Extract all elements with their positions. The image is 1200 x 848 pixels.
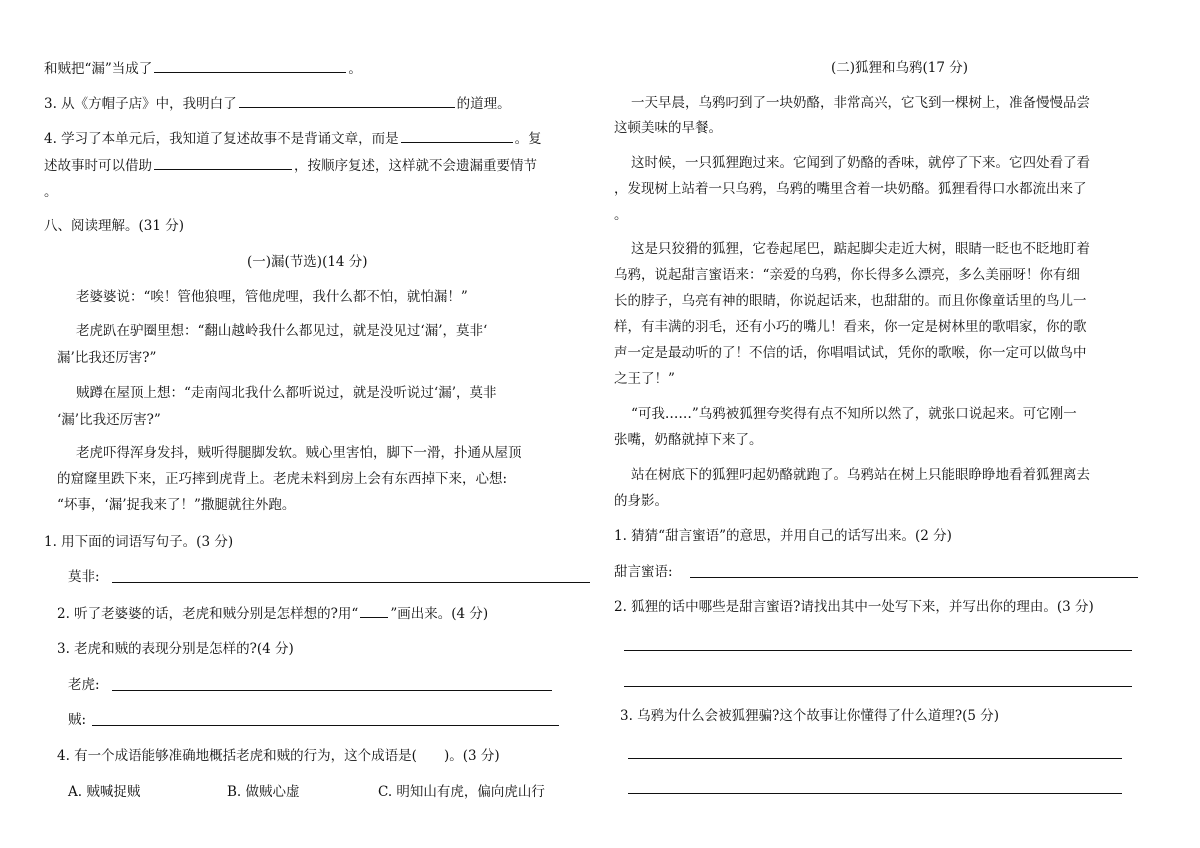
- answer-label: 贼:: [68, 712, 87, 728]
- paragraph: “可我……”乌鸦被狐狸夸奖得有点不知所以然了，就张口说起来。可它刚一: [631, 406, 1077, 422]
- paragraph: 的身影。: [614, 493, 668, 509]
- paragraph: 站在树底下的狐狸叼起奶酪就跑了。乌鸦站在树上只能眼睁睁地看着狐狸离去: [631, 467, 1090, 483]
- answer-label: 老虎:: [68, 677, 100, 693]
- answer-blank[interactable]: [401, 129, 513, 143]
- paragraph: 之王了！”: [614, 371, 675, 387]
- answer-line[interactable]: [690, 577, 1138, 578]
- paragraph: 。: [614, 207, 628, 223]
- answer-line[interactable]: [624, 650, 1132, 651]
- option-b[interactable]: B. 做贼心虚: [227, 784, 300, 800]
- paragraph: 样，有丰满的羽毛，还有小巧的嘴儿！看来，你一定是树林里的歌唱家，你的歌: [614, 319, 1087, 335]
- answer-line[interactable]: [628, 758, 1122, 759]
- option-c[interactable]: C. 明知山有虎，偏向虎山行: [378, 784, 545, 800]
- paragraph: 贼蹲在屋顶上想：“走南闯北我什么都听说过，就是没听说过‘漏’，莫非: [76, 385, 497, 401]
- paragraph: 老虎吓得浑身发抖，贼听得腿脚发软。贼心里害怕，脚下一滑，扑通从屋顶: [76, 445, 522, 461]
- answer-blank[interactable]: [154, 59, 346, 73]
- paragraph: 老虎趴在驴圈里想：“翻山越岭我什么都见过，就是没见过‘漏’，莫非‘: [76, 323, 488, 339]
- text: 。: [348, 61, 362, 77]
- question-heading: 3. 乌鸦为什么会被狐狸骗?这个故事让你懂得了什么道理?(5 分): [620, 708, 1000, 724]
- text: 述故事时可以借助: [44, 158, 152, 174]
- underline-sample: [360, 604, 388, 618]
- question-heading: 2. 狐狸的话中哪些是甜言蜜语?请找出其中一处写下来，并写出你的理由。(3 分): [614, 599, 1094, 615]
- text: 4. 学习了本单元后，我知道了复述故事不是背诵文章，而是: [44, 131, 399, 147]
- question-heading: 4. 有一个成语能够准确地概括老虎和贼的行为，这个成语是( )。(3 分): [57, 748, 500, 764]
- option-a[interactable]: A. 贼喊捉贼: [68, 784, 141, 800]
- answer-line[interactable]: [624, 686, 1132, 687]
- answer-label: 莫非:: [68, 569, 100, 585]
- passage-title: (一)漏(节选)(14 分): [247, 254, 368, 270]
- question-4-line-3: 。: [44, 184, 58, 200]
- paragraph: 乌鸦，说起甜言蜜语来：“亲爱的乌鸦，你长得多么漂亮，多么美丽呀！你有细: [614, 267, 1080, 283]
- answer-line[interactable]: [112, 690, 552, 691]
- answer-blank[interactable]: [239, 94, 455, 108]
- fill-in-line-1: [44, 59, 362, 78]
- paragraph: 老婆婆说：“唉！管他狼哩，管他虎哩，我什么都不怕，就怕漏！”: [76, 289, 468, 305]
- answer-label: 甜言蜜语:: [614, 564, 673, 580]
- question-4-line-2: [44, 156, 537, 175]
- paragraph: 一天早晨，乌鸦叼到了一块奶酪，非常高兴，它飞到一棵树上，准备慢慢品尝: [631, 95, 1090, 111]
- paragraph: ‘漏’比我还厉害?”: [57, 412, 161, 428]
- answer-line[interactable]: [92, 725, 559, 726]
- paragraph: 这时候，一只狐狸跑过来。它闻到了奶酪的香味，就停了下来。它四处看了看: [631, 155, 1090, 171]
- paragraph: 的窟窿里跌下来，正巧摔到虎背上。老虎未料到房上会有东西掉下来，心想:: [57, 471, 508, 487]
- paragraph: “坏事，‘漏’捉我来了！”撒腿就往外跑。: [57, 497, 296, 513]
- paragraph: 这是只狡猾的狐狸，它卷起尾巴，踮起脚尖走近大树，眼睛一眨也不眨地盯着: [631, 241, 1090, 257]
- question-heading: [57, 604, 488, 623]
- paragraph: ，发现树上站着一只乌鸦，乌鸦的嘴里含着一块奶酪。狐狸看得口水都流出来了: [614, 181, 1087, 197]
- question-heading: 3. 老虎和贼的表现分别是怎样的?(4 分): [57, 641, 294, 657]
- text: ”画出来。(4 分): [390, 606, 489, 622]
- text: 2. 听了老婆婆的话，老虎和贼分别是怎样想的?用“: [57, 606, 359, 622]
- answer-line[interactable]: [628, 793, 1122, 794]
- paragraph: 张嘴，奶酪就掉下来了。: [614, 432, 763, 448]
- text: 和贼把“漏”当成了: [44, 61, 153, 77]
- text: 的道理。: [456, 96, 511, 112]
- text: 。复: [514, 131, 542, 147]
- question-4-line-1: [44, 129, 542, 148]
- text: 3. 从《方帽子店》中，我明白了: [44, 96, 237, 112]
- paragraph: 长的脖子，乌亮有神的眼睛，你说起话来，也甜甜的。而且你像童话里的鸟儿一: [614, 293, 1087, 309]
- paragraph: 这顿美味的早餐。: [614, 120, 722, 136]
- answer-blank[interactable]: [154, 156, 292, 170]
- question-heading: 1. 用下面的词语写句子。(3 分): [44, 534, 234, 550]
- section-heading: 八、阅读理解。(31 分): [44, 218, 185, 234]
- text: ，按顺序复述，这样就不会遗漏重要情节: [294, 158, 537, 174]
- paragraph: 声一定是最动听的了！不信的话，你唱唱试试，凭你的歌喉，你一定可以做鸟中: [614, 345, 1087, 361]
- passage-title: (二)狐狸和乌鸦(17 分): [831, 60, 969, 76]
- question-heading: 1. 猜猜“甜言蜜语”的意思，并用自己的话写出来。(2 分): [614, 528, 952, 544]
- answer-line[interactable]: [112, 582, 590, 583]
- paragraph: 漏’比我还厉害?”: [57, 350, 157, 366]
- question-3: [44, 94, 511, 113]
